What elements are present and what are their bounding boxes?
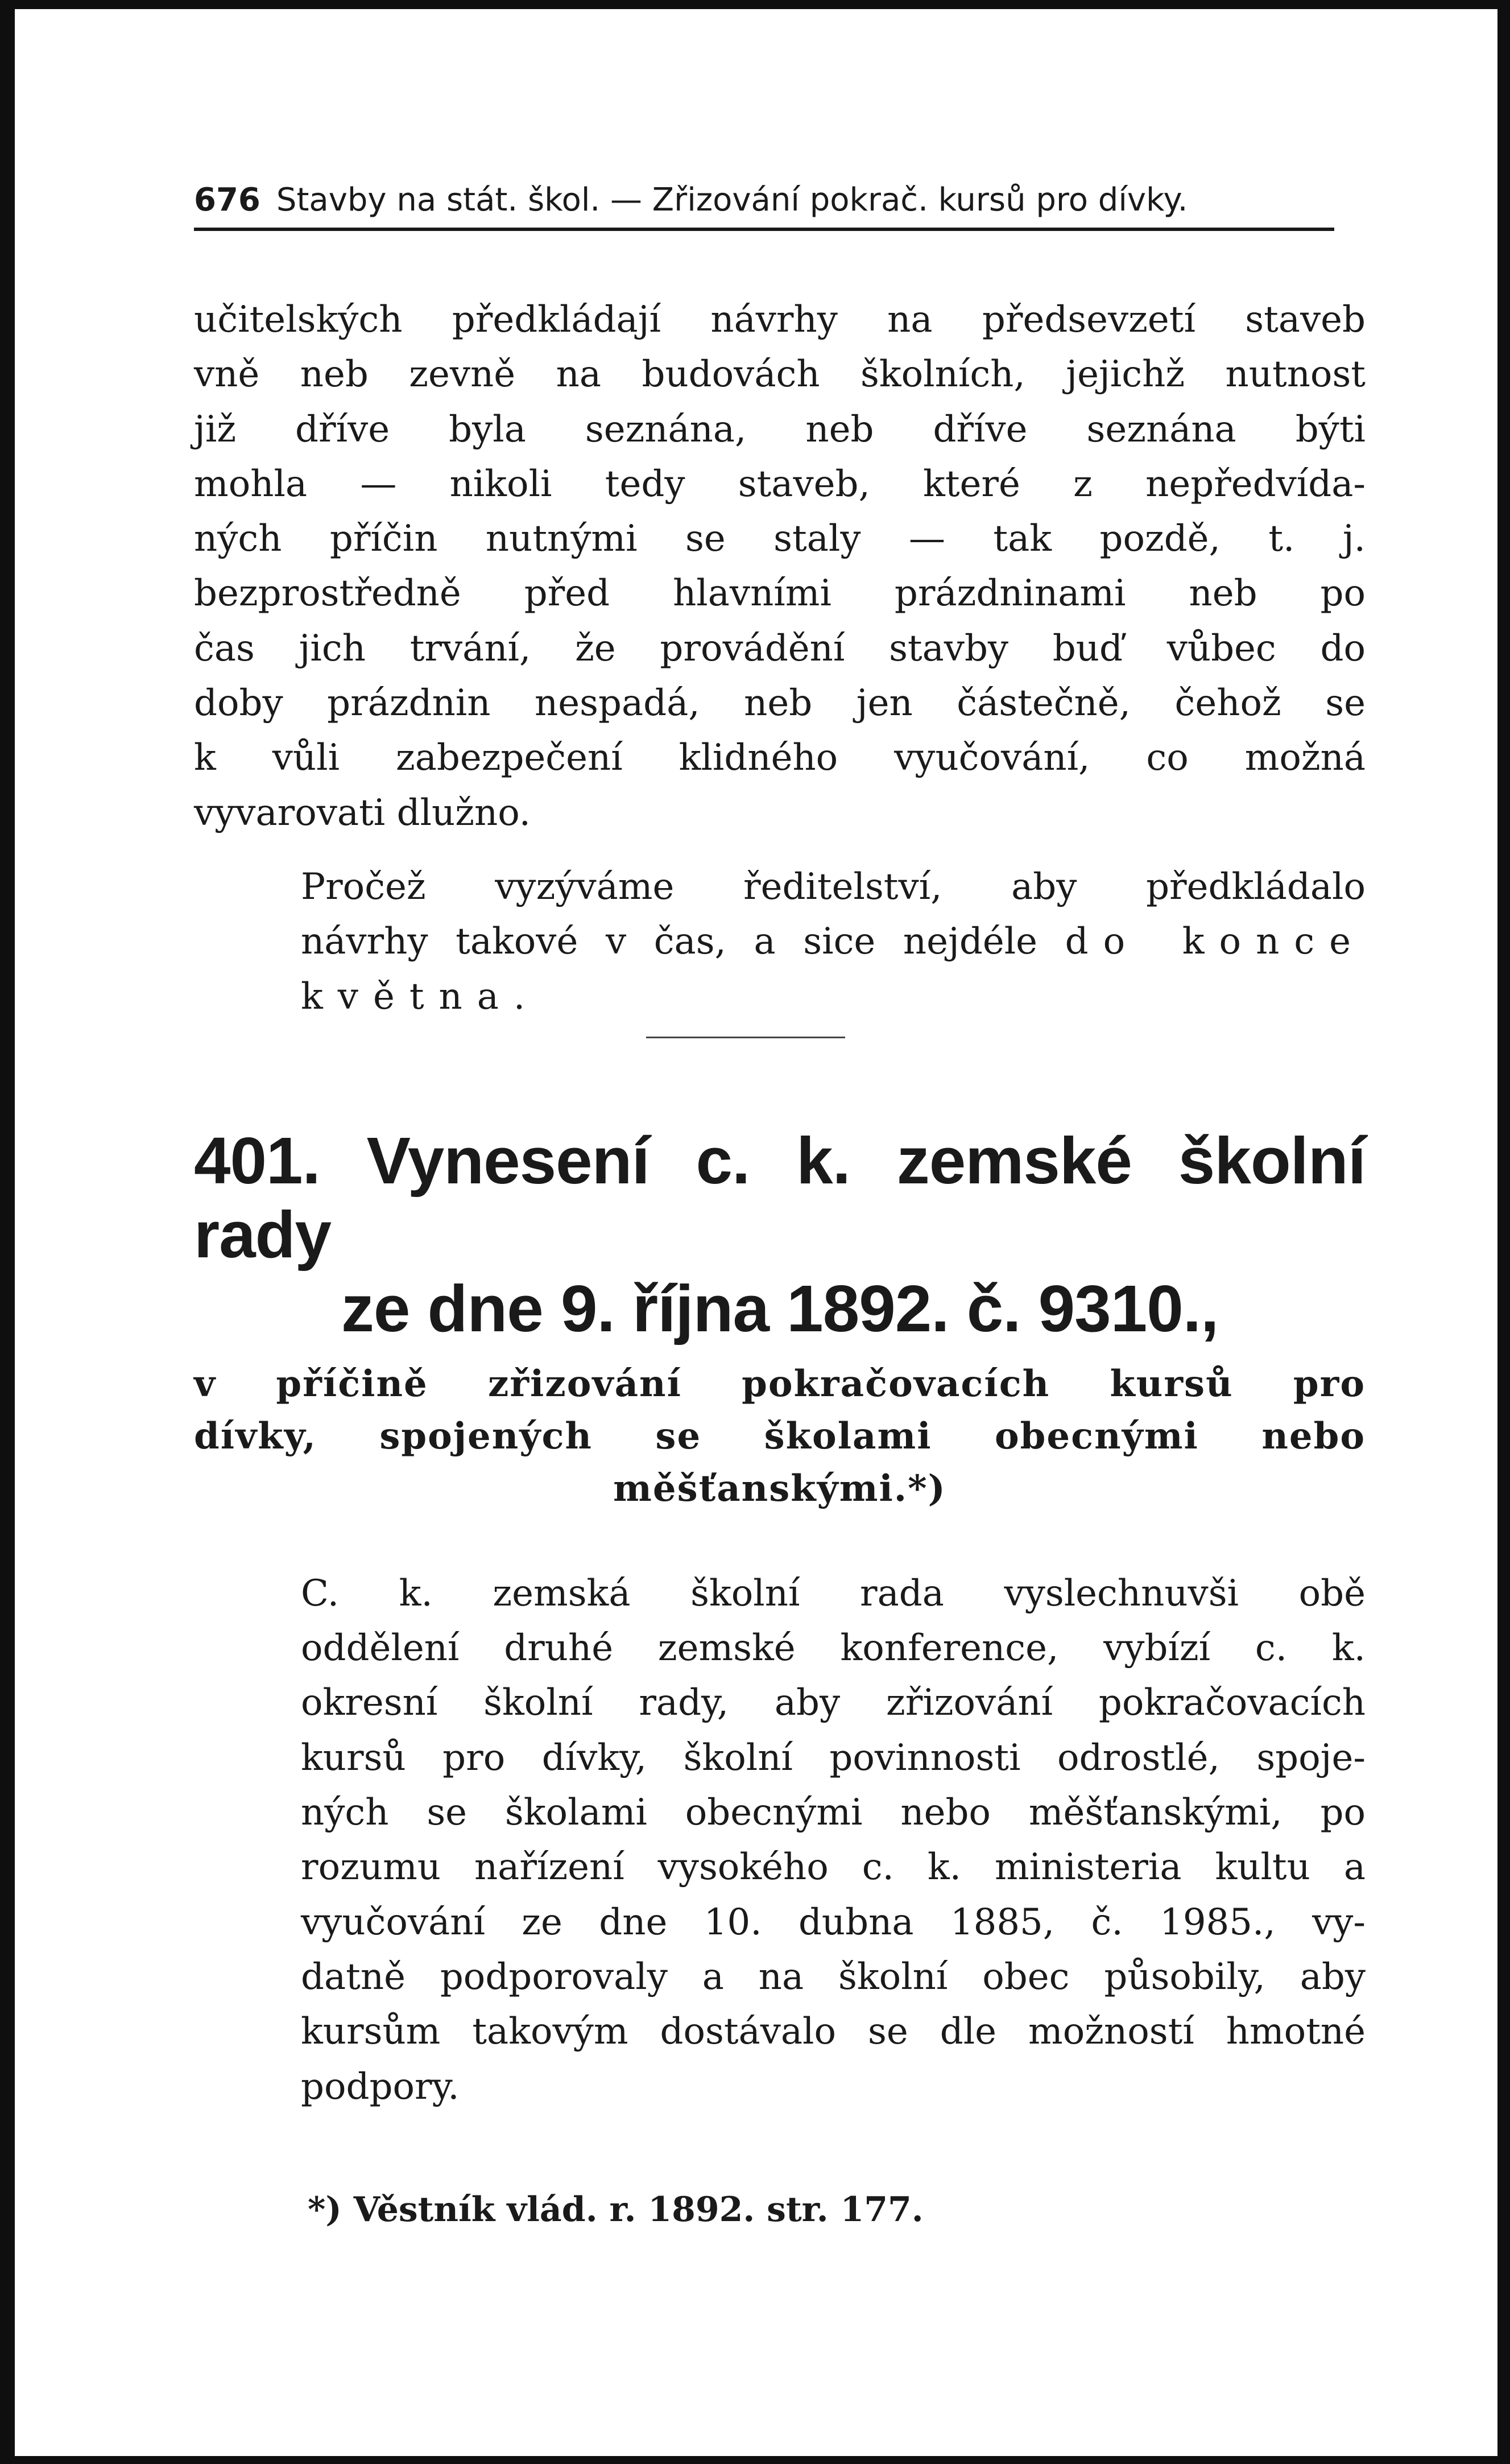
text-line: již dříve byla seznána, neb dříve seznána býti xyxy=(194,408,1366,451)
header-rule xyxy=(194,228,1334,231)
text-line: k vůli zabezpečení klidného vyučování, co možná xyxy=(194,737,1366,779)
section-heading xyxy=(194,1124,1366,1345)
text-line xyxy=(194,969,1366,1024)
text-line: doby prázdnin nespadá, neb jen částečně, čehož se xyxy=(194,682,1366,725)
paragraph-continuation xyxy=(194,292,1366,840)
page-content xyxy=(194,174,1366,2232)
text-line xyxy=(194,914,1366,969)
heading-line: 401. Vynesení c. k. zemské školní rady xyxy=(194,1123,1366,1272)
text-line: bezprostředně před hlavními prázdninami neb po xyxy=(194,572,1366,615)
subheading-line: dívky, spojených se školami obecnými nebo xyxy=(194,1414,1366,1458)
running-title: Stavby na stát. škol. — Zřizování pokrač. kursů pro dívky. xyxy=(276,181,1188,218)
subheading-line: měšťanskými.*) xyxy=(613,1467,946,1510)
text-line: kursům takovým dostávalo se dle možností hmotné xyxy=(301,2011,1366,2053)
text-line: učitelských předkládají návrhy na předsevzetí staveb xyxy=(194,299,1366,341)
text-line: C. k. zemská školní rada vyslechnuvši obě xyxy=(301,1572,1366,1615)
paragraph-decree xyxy=(194,1566,1366,2114)
text-line: vyučování ze dne 10. dubna 1885, č. 1985., vy- xyxy=(301,1901,1366,1943)
text-line: podpory. xyxy=(301,2065,460,2108)
section-subheading xyxy=(194,1358,1366,1515)
emphasized-deadline: do konce xyxy=(1065,921,1366,963)
text-line: vně neb zevně na budovách školních, jejichž nutnost xyxy=(194,353,1366,396)
footnote: *) Věstník vlád. r. 1892. str. 177. xyxy=(308,2189,924,2230)
subheading-line: v příčině zřizování pokračovacích kursů pro xyxy=(194,1362,1366,1405)
text-fragment: návrhy takové v čas, a sice nejdéle xyxy=(301,921,1065,963)
text-line: ných se školami obecnými nebo měšťanskými, po xyxy=(301,1792,1366,1834)
text-line: vyvarovati dlužno. xyxy=(194,791,531,834)
emphasized-deadline-month: května. xyxy=(301,975,540,1018)
text-line: ných příčin nutnými se staly — tak pozdě, t. j. xyxy=(194,518,1366,560)
text-line: mohla — nikoli tedy staveb, které z nepředvída- xyxy=(194,463,1366,505)
section-divider xyxy=(646,1037,845,1038)
text-line: kursů pro dívky, školní povinnosti odrostlé, spoje- xyxy=(301,1736,1366,1779)
heading-line: ze dne 9. října 1892. č. 9310., xyxy=(341,1271,1219,1345)
text-line: okresní školní rady, aby zřizování pokračovacích xyxy=(301,1682,1366,1724)
text-line: rozumu nařízení vysokého c. k. ministeria kultu a xyxy=(301,1846,1366,1889)
text-line: čas jich trvání, že provádění stavby buď vůbec do xyxy=(194,627,1366,670)
text-line: datně podporovaly a na školní obec působily, aby xyxy=(301,1955,1366,1998)
running-header xyxy=(194,174,1366,226)
paragraph-request xyxy=(194,860,1366,1024)
text-line: Pročež vyzýváme ředitelství, aby předkládalo xyxy=(301,865,1366,908)
page-number: 676 xyxy=(194,181,260,218)
text-line: oddělení druhé zemské konference, vybízí c. k. xyxy=(301,1627,1366,1670)
